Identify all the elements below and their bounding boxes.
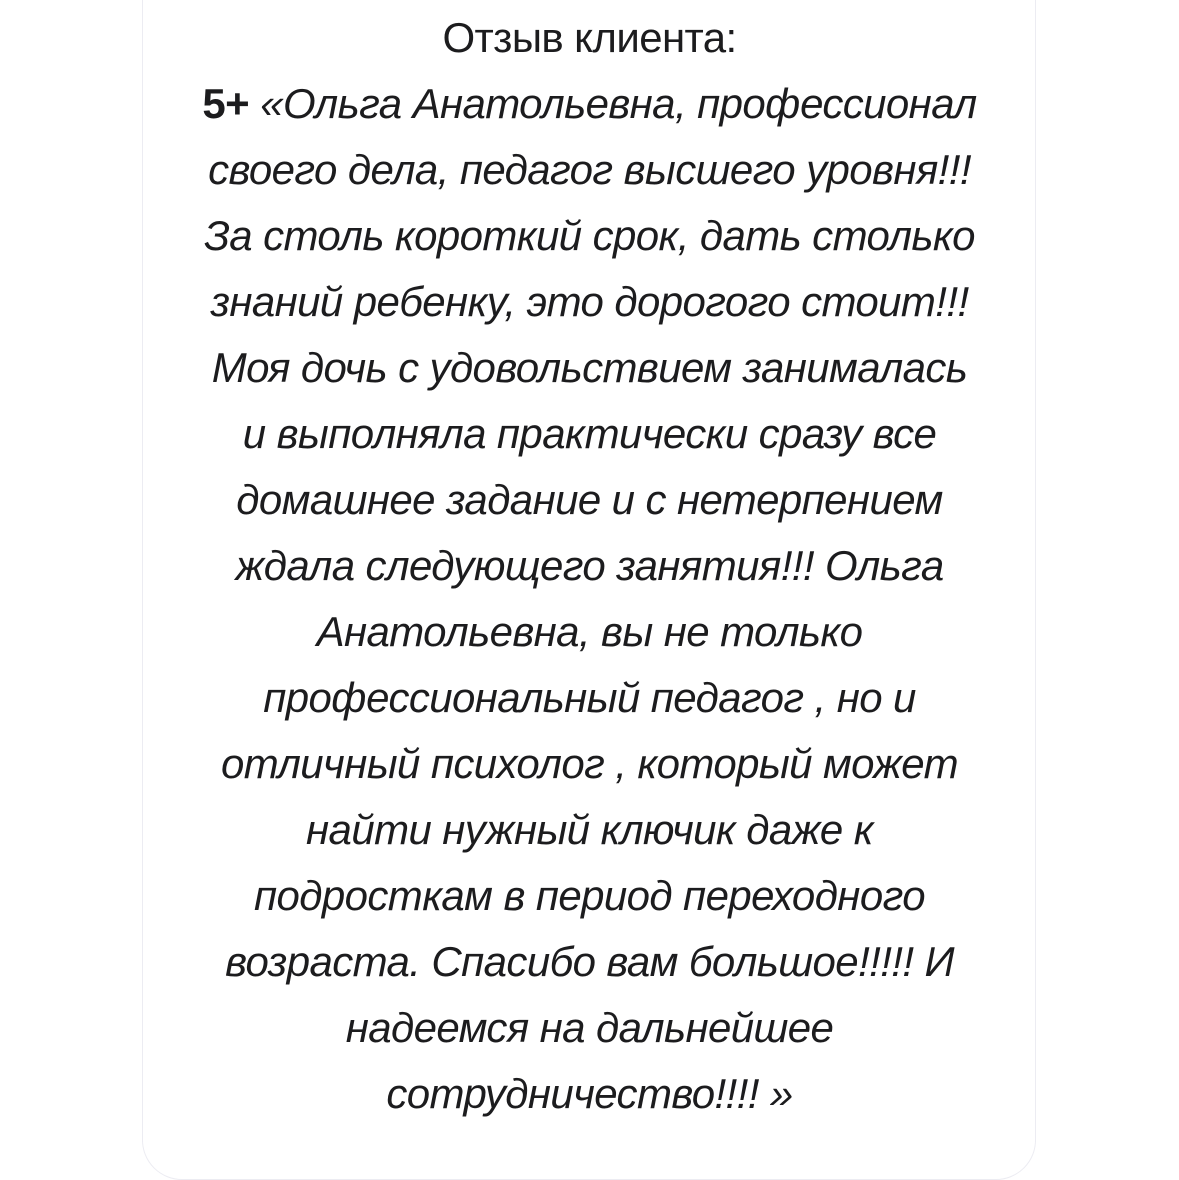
review-text-line: профессиональный педагог , но и: [263, 674, 916, 721]
review-line-first: [0, 80, 1179, 128]
review-text-line: Моя дочь с удовольствием занималась: [211, 344, 968, 391]
review-text-line: «Ольга Анатольевна, профессионал: [260, 80, 977, 127]
review-text-line: ждала следующего занятия!!! Ольга: [235, 542, 944, 589]
review-label: Отзыв клиента:: [442, 14, 737, 61]
rating-badge: 5+: [202, 80, 250, 127]
review-text-line: домашнее задание и с нетерпением: [236, 476, 943, 523]
review-text-line: Анатольевна, вы не только: [316, 608, 863, 655]
review-text-line: сотрудничество!!!! »: [386, 1070, 793, 1117]
review-text-line: подросткам в период переходного: [254, 872, 925, 919]
review-text-line: знаний ребенку, это дорогого стоит!!!: [210, 278, 969, 325]
review-text-line: отличный психолог , который может: [220, 740, 958, 787]
review-text-line: надеемся на дальнейшее: [345, 1004, 834, 1051]
review-text-line: своего дела, педагог высшего уровня!!!: [208, 146, 971, 193]
review-text-line: За столь короткий срок, дать столько: [204, 212, 975, 259]
review-text-line: возраста. Спасибо вам большое!!!!! И: [225, 938, 954, 985]
review-text-line: найти нужный ключик даже к: [306, 806, 873, 853]
review-text-line: и выполняла практически сразу все: [242, 410, 937, 457]
